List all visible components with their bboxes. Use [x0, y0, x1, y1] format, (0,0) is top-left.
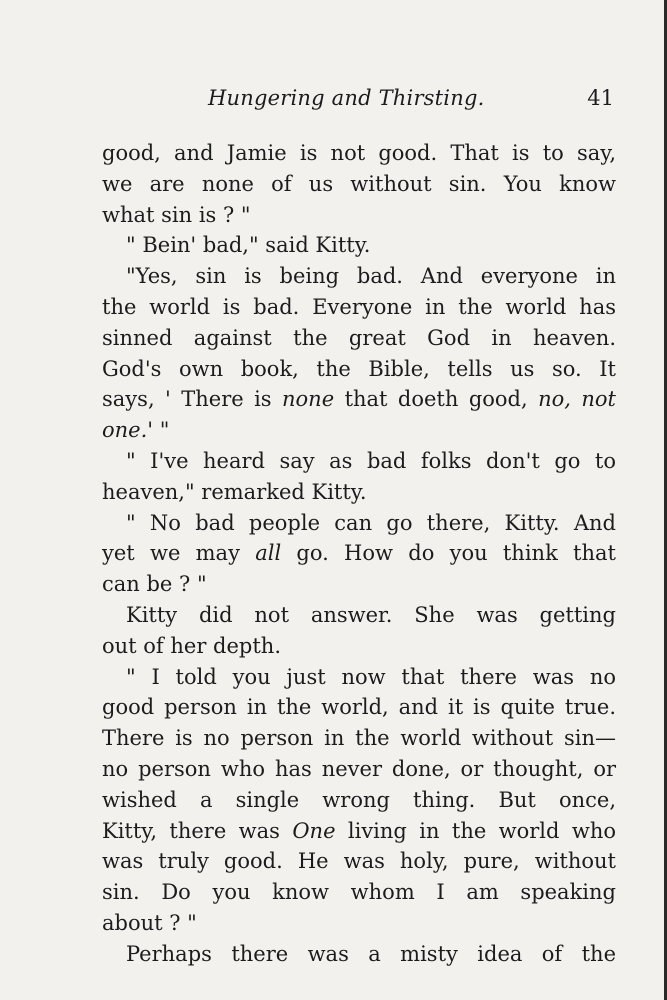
italic-emphasis: all: [255, 541, 282, 566]
italic-emphasis: no, not: [538, 387, 616, 412]
text-line: God's own book, the Bible, tells us so. It: [102, 356, 616, 381]
text-span: living in the world who: [335, 818, 616, 843]
text-line: sinned against the great God in heaven.: [102, 325, 616, 350]
text-line: " No bad people can go there, Kitty. And: [126, 510, 616, 535]
italic-emphasis: none: [282, 387, 335, 412]
text-line: good, and Jamie is not good. That is to say,: [102, 141, 616, 165]
text-line: we are none of us without sin. You know: [102, 171, 616, 196]
text-span: that doeth good,: [334, 387, 539, 412]
text-line: out of her depth.: [102, 633, 281, 658]
text-line: sin. Do you know whom I am speaking: [102, 880, 616, 905]
text-line: [102, 384, 616, 415]
page-number: 41: [587, 86, 614, 110]
running-header: [100, 86, 614, 118]
text-line: " Bein' bad," said Kitty.: [126, 233, 371, 258]
italic-emphasis: one.: [102, 418, 148, 443]
text-span: says, ' There is: [102, 387, 283, 412]
text-line: no person who has never done, or thought, or: [102, 756, 616, 781]
text-line: "Yes, sin is being bad. And everyone in: [126, 264, 616, 289]
text-line: [102, 538, 616, 569]
running-title: Hungering and Thirsting.: [208, 86, 485, 110]
body-text: [102, 138, 616, 970]
text-line: can be ? ": [102, 572, 207, 597]
text-line: was truly good. He was holy, pure, without: [102, 849, 616, 874]
text-line: " I told you just now that there was no: [126, 664, 616, 689]
text-line: heaven," remarked Kitty.: [102, 479, 367, 504]
text-span: yet we may: [102, 541, 256, 566]
text-span: Kitty, there was: [102, 818, 293, 843]
text-line: " I've heard say as bad folks don't go to: [126, 448, 616, 473]
text-line: Perhaps there was a misty idea of the: [126, 941, 616, 966]
text-line: about ? ": [102, 910, 197, 935]
text-line: what sin is ? ": [102, 202, 251, 227]
text-span: go. How do you think that: [281, 541, 616, 566]
text-line: Kitty did not answer. She was getting: [126, 602, 616, 627]
text-span: ' ": [147, 418, 170, 443]
text-line: good person in the world, and it is quite true.: [102, 695, 616, 720]
text-line: [102, 415, 616, 446]
text-line: [102, 816, 616, 847]
text-line: wished a single wrong thing. But once,: [102, 787, 616, 812]
text-line: There is no person in the world without sin—: [102, 726, 616, 751]
italic-emphasis: One: [292, 818, 336, 843]
text-line: the world is bad. Everyone in the world has: [102, 294, 616, 319]
